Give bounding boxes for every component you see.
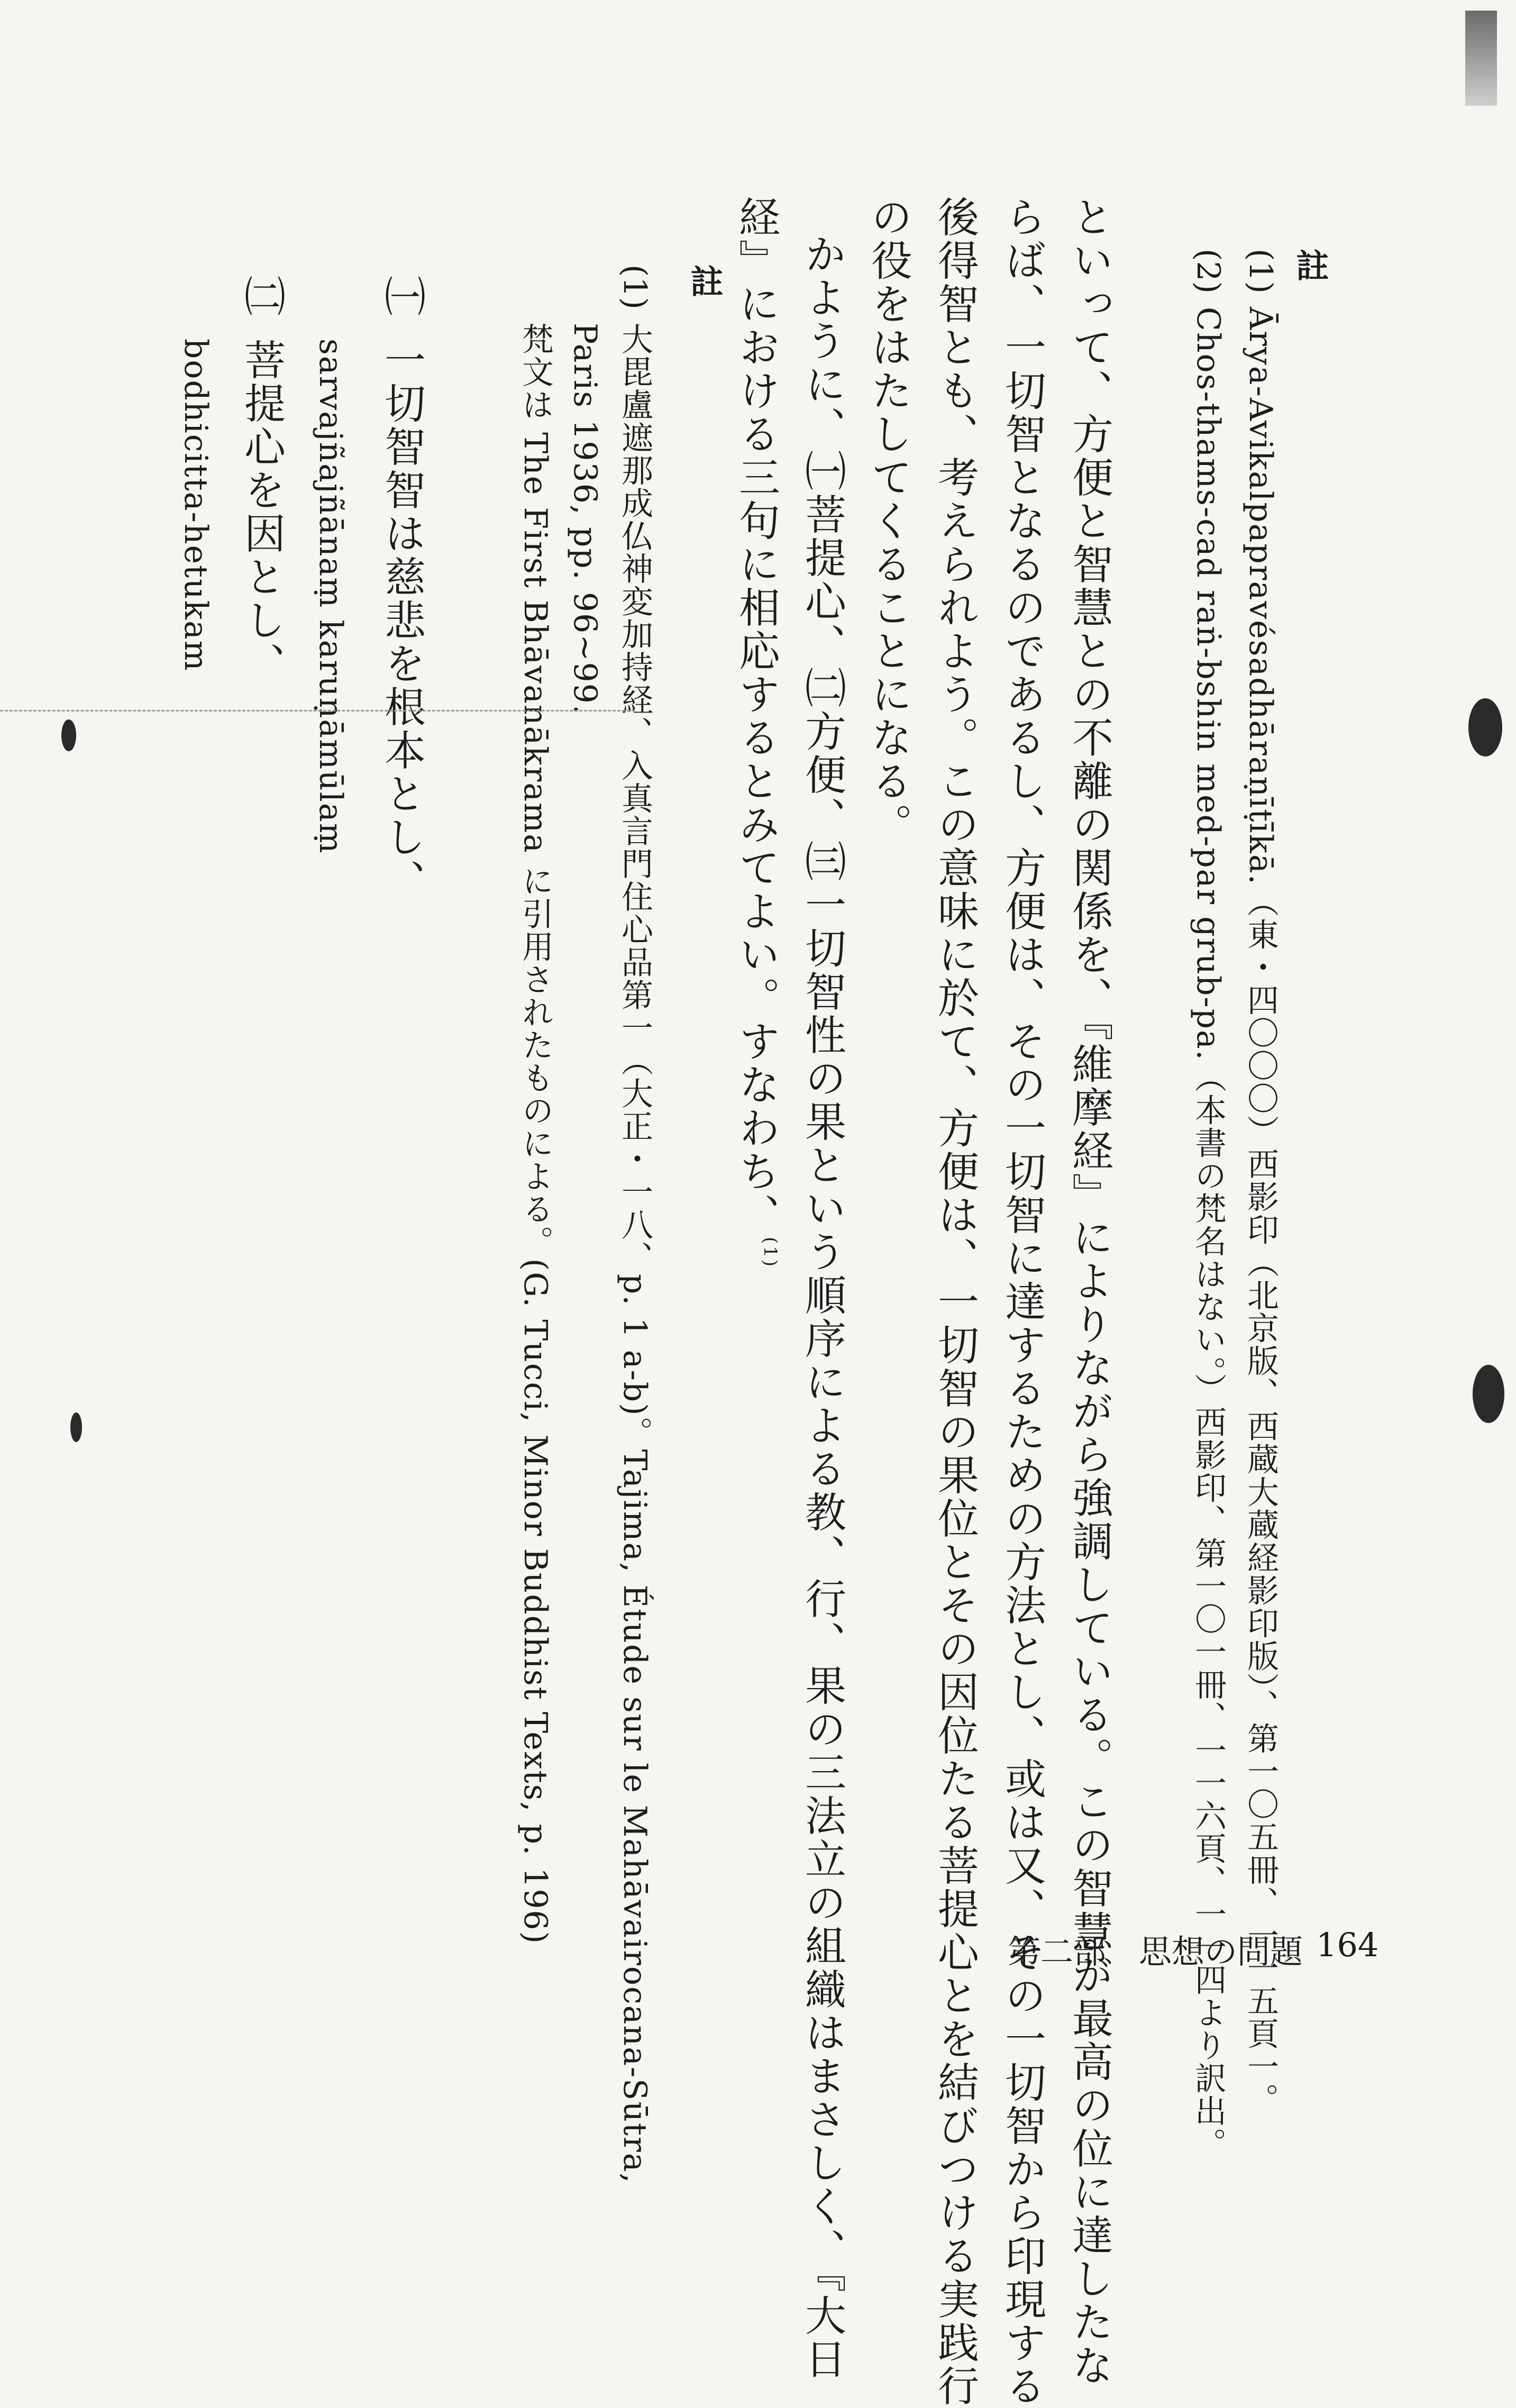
- item-2-marker: ㈡: [238, 275, 285, 318]
- top-note-1-marker: (1): [1242, 249, 1279, 294]
- item-1-text: 一切智智は慈悲を根本とし、: [378, 339, 425, 902]
- body-line-2: らば、一切智となるのであるし、方便は、その一切智に達するための方法とし、或は又、その一切智から印現する: [998, 196, 1046, 2408]
- body-line-3: 後得智とも、考えられよう。この意味に於て、方便は、一切智の果位とその因位たる菩提心とを結びつける実践行: [931, 196, 979, 2408]
- page-number: 164: [1316, 1926, 1379, 1964]
- lower-note-line-3: 梵文は The First Bhāvanākrama に引用されたものによる。(G. Tucci, Minor Buddhist Texts, p. 196): [517, 323, 554, 1945]
- top-notes-heading: 註: [1291, 249, 1329, 281]
- scan-crease-line: [0, 710, 635, 712]
- body-line-1: といって、方便と智慧との不離の関係を、『維摩経』によりながら強調している。この智慧が最高の位に達したな: [1065, 196, 1113, 2387]
- body-line-5: かように、㈠菩提心、㈡方便、㈢一切智性の果という順序による教、行、果の三法立の組織はまさしく、『大日: [798, 233, 846, 2381]
- lower-note-line-1: 大毘盧遮那成仏神変加持経、入真言門住心品第一（大正・一八、p. 1 a-b)。Tajima, Étude sur le Mahāvairocana-Sūtra,: [616, 323, 653, 2184]
- body-line-4: の役をはたしてくることになる。: [864, 196, 912, 846]
- top-note-1-text: Ārya-Avikalpapravésadhāraṇīṭīkā.（東・四〇〇〇）西影印（北京版、西蔵大蔵経影印版）、第一〇五冊、一一五頁一。: [1242, 307, 1279, 2116]
- lower-note-line-2: Paris 1936, pp. 96~99.: [567, 323, 604, 716]
- ink-blot: [70, 1412, 82, 1442]
- ink-blot: [61, 719, 76, 751]
- item-2-roman: bodhicitta-hetukam: [177, 339, 214, 672]
- hole-punch-mark: [1473, 1365, 1504, 1423]
- lower-notes-heading: 註: [685, 264, 724, 297]
- item-2-text: 菩提心を因とし、: [238, 339, 285, 686]
- hole-punch-mark: [1468, 698, 1502, 756]
- top-note-2-text: Chos-thams-cad raṅ-bshin med-par grub-pa.（本書の梵名はない。）西影印、第一〇一冊、一一六頁、一一四より訳出。: [1190, 307, 1227, 2160]
- footnote-ref-1: (1): [760, 1237, 781, 1269]
- top-note-2-marker: (2): [1190, 249, 1227, 294]
- item-1-roman: sarvajñajñānaṃ karuṇāmūlaṃ: [312, 339, 349, 854]
- body-line-6-text: 経』における三句に相応するとみてよい。すなわち、: [732, 196, 780, 1237]
- lower-note-marker: (1): [616, 264, 653, 309]
- item-1-marker: ㈠: [378, 275, 425, 318]
- section-title: 第二部 思想の問題: [1008, 1932, 1303, 1971]
- body-line-6: [732, 196, 781, 1269]
- scan-edge-shadow: [1465, 11, 1497, 106]
